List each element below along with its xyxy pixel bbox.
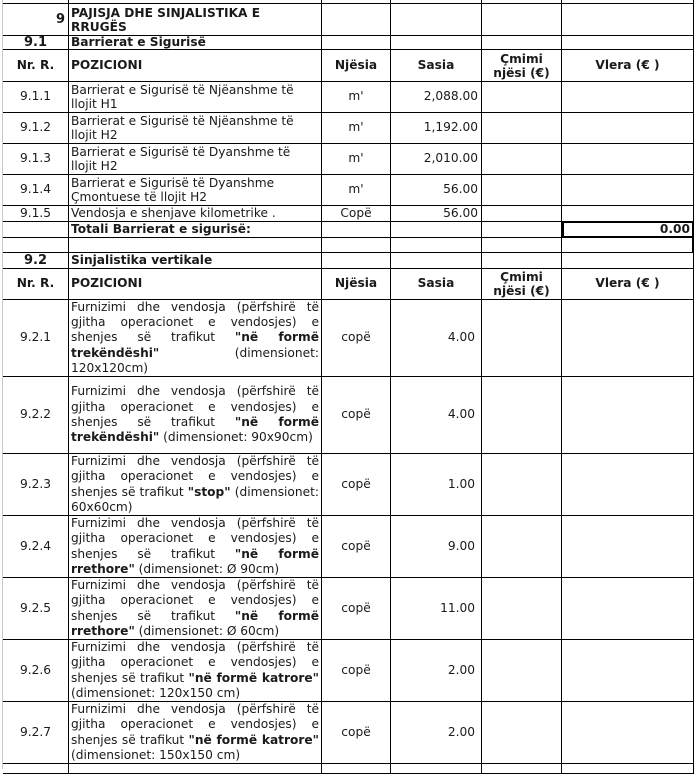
item-unit-price[interactable] xyxy=(482,640,562,702)
total-label[interactable]: Totali Barrierat e sigurisë: xyxy=(69,222,322,238)
item-number[interactable]: 9.1.5 xyxy=(3,206,69,222)
description-text: Furnizimi dhe vendosja (përfshirë të gjitha operacionet e vendosjes) e shenjes së trafikut xyxy=(71,516,319,561)
item-quantity[interactable]: 56.00 xyxy=(391,206,482,222)
item-description-text xyxy=(71,578,319,639)
item-unit-price[interactable] xyxy=(482,702,562,764)
item-unit-price[interactable] xyxy=(482,377,562,454)
item-description[interactable]: Barrierat e Sigurisë të Njëanshme të llojit H2 xyxy=(69,113,322,144)
cell[interactable] xyxy=(562,238,694,253)
cell[interactable] xyxy=(482,36,562,50)
item-unit[interactable]: m' xyxy=(322,144,391,175)
description-sign-type: "në formë rrethore" xyxy=(71,546,319,576)
section-number[interactable]: 9.1 xyxy=(3,36,69,50)
header-njesia[interactable]: Njësia xyxy=(322,50,391,82)
item-value[interactable] xyxy=(562,640,694,702)
item-quantity[interactable]: 1.00 xyxy=(391,454,482,516)
item-unit[interactable]: copë xyxy=(322,454,391,516)
cell[interactable] xyxy=(69,764,322,774)
cell[interactable] xyxy=(562,764,694,774)
item-number[interactable]: 9.2.3 xyxy=(3,454,69,516)
description-dimensions: (dimensionet: Ø 60cm) xyxy=(134,623,280,638)
item-unit-price[interactable] xyxy=(482,516,562,578)
item-quantity[interactable]: 2.00 xyxy=(391,702,482,764)
section-number[interactable]: 9.2 xyxy=(3,253,69,269)
item-quantity[interactable]: 2,088.00 xyxy=(391,82,482,113)
header-vlera[interactable]: Vlera (€ ) xyxy=(562,269,694,300)
section-title[interactable]: Sinjalistika vertikale xyxy=(69,253,322,269)
item-unit[interactable]: Copë xyxy=(322,206,391,222)
item-unit-price[interactable] xyxy=(482,175,562,206)
item-quantity[interactable]: 11.00 xyxy=(391,578,482,640)
cell[interactable] xyxy=(322,764,391,774)
item-unit[interactable]: copë xyxy=(322,640,391,702)
item-description[interactable] xyxy=(69,702,322,764)
item-unit-price[interactable] xyxy=(482,454,562,516)
description-sign-type: "stop" xyxy=(187,484,231,499)
header-njesia[interactable]: Njësia xyxy=(322,269,391,300)
header-nr[interactable]: Nr. R. xyxy=(3,50,69,82)
item-unit-price[interactable] xyxy=(482,144,562,175)
item-quantity[interactable]: 56.00 xyxy=(391,175,482,206)
cell[interactable] xyxy=(482,238,562,253)
item-value[interactable] xyxy=(562,113,694,144)
cell[interactable] xyxy=(322,253,391,269)
item-unit[interactable]: copë xyxy=(322,578,391,640)
item-unit[interactable]: copë xyxy=(322,516,391,578)
header-cmimi[interactable]: Çmimi njësi (€) xyxy=(482,50,562,82)
description-dimensions: (dimensionet: 120x150 cm) xyxy=(71,685,241,700)
description-dimensions: (dimensionet: 150x150 cm) xyxy=(71,747,241,762)
item-value[interactable] xyxy=(562,578,694,640)
item-value[interactable] xyxy=(562,300,694,377)
cell[interactable] xyxy=(322,238,391,253)
item-number[interactable]: 9.2.7 xyxy=(3,702,69,764)
cell[interactable] xyxy=(3,222,69,238)
item-number[interactable]: 9.2.6 xyxy=(3,640,69,702)
description-text: Furnizimi dhe vendosja (përfshirë të gjitha operacionet e vendosjes) e shenjes së trafikut xyxy=(71,300,319,345)
description-text: Furnizimi dhe vendosja (përfshirë të gjitha operacionet e vendosjes) e shenjes së trafikut xyxy=(71,640,319,685)
item-number[interactable]: 9.1.4 xyxy=(3,175,69,206)
item-description[interactable]: Vendosja e shenjave kilometrike . xyxy=(69,206,322,222)
section-title[interactable]: PAJISJA DHE SINJALISTIKA E RRUGËS xyxy=(69,4,322,36)
item-description[interactable] xyxy=(69,377,322,454)
cell[interactable] xyxy=(482,222,562,238)
item-value[interactable] xyxy=(562,82,694,113)
item-value[interactable] xyxy=(562,377,694,454)
item-description-text xyxy=(71,384,319,445)
cell[interactable] xyxy=(482,4,562,36)
item-value[interactable] xyxy=(562,144,694,175)
cell[interactable] xyxy=(562,4,694,36)
item-description-text xyxy=(71,454,319,515)
description-sign-type: "në formë trekëndëshi" xyxy=(71,330,319,360)
item-quantity[interactable]: 9.00 xyxy=(391,516,482,578)
item-number[interactable]: 9.2.5 xyxy=(3,578,69,640)
item-description-text xyxy=(71,702,319,763)
total-value[interactable]: 0.00 xyxy=(562,221,694,238)
item-unit[interactable]: m' xyxy=(322,175,391,206)
header-vlera[interactable]: Vlera (€ ) xyxy=(562,50,694,82)
cell[interactable] xyxy=(391,253,482,269)
item-number[interactable]: 9.2.4 xyxy=(3,516,69,578)
item-unit[interactable]: copë xyxy=(322,377,391,454)
item-description[interactable] xyxy=(69,640,322,702)
cell[interactable] xyxy=(391,764,482,774)
item-quantity[interactable]: 4.00 xyxy=(391,377,482,454)
item-description[interactable]: Barrierat e Sigurisë të Dyanshme të llojit H2 xyxy=(69,144,322,175)
header-sasia[interactable]: Sasia xyxy=(391,269,482,300)
section-number[interactable]: 9 xyxy=(3,4,69,36)
item-quantity[interactable]: 4.00 xyxy=(391,300,482,377)
section-title[interactable]: Barrierat e Sigurisë xyxy=(69,36,322,50)
item-description-text xyxy=(71,516,319,577)
item-number[interactable]: 9.1.1 xyxy=(3,82,69,113)
item-description[interactable]: Barrierat e Sigurisë të Njëanshme të llojit H1 xyxy=(69,82,322,113)
cell[interactable] xyxy=(562,36,694,50)
cell[interactable] xyxy=(322,222,391,238)
item-description[interactable] xyxy=(69,454,322,516)
cell[interactable] xyxy=(391,36,482,50)
item-quantity[interactable]: 1,192.00 xyxy=(391,113,482,144)
item-description[interactable] xyxy=(69,300,322,377)
cell[interactable] xyxy=(322,4,391,36)
item-unit[interactable]: m' xyxy=(322,82,391,113)
cell[interactable] xyxy=(482,764,562,774)
description-dimensions: (dimensionet: 120x120cm) xyxy=(71,345,319,375)
description-text: Furnizimi dhe vendosja (përfshirë të gjitha operacionet e vendosjes) e shenjes së trafikut xyxy=(71,384,319,429)
cell[interactable] xyxy=(391,238,482,253)
item-quantity[interactable]: 2,010.00 xyxy=(391,144,482,175)
item-value[interactable] xyxy=(562,175,694,206)
item-unit-price[interactable] xyxy=(482,82,562,113)
header-nr[interactable]: Nr. R. xyxy=(3,269,69,300)
item-number[interactable]: 9.2.1 xyxy=(3,300,69,377)
header-pozicioni[interactable]: POZICIONI xyxy=(69,269,322,300)
item-value[interactable] xyxy=(562,516,694,578)
cell[interactable] xyxy=(391,4,482,36)
item-unit[interactable]: copë xyxy=(322,300,391,377)
description-sign-type: "në formë katrore" xyxy=(188,670,320,685)
item-description-text xyxy=(71,640,319,701)
cell[interactable] xyxy=(3,764,69,774)
item-description[interactable]: Barrierat e Sigurisë të Dyanshme Çmontuese të llojit H2 xyxy=(69,175,322,206)
item-unit-price[interactable] xyxy=(482,300,562,377)
cell[interactable] xyxy=(391,222,482,238)
description-sign-type: "në formë rrethore" xyxy=(71,608,319,638)
item-value[interactable] xyxy=(562,454,694,516)
cell[interactable] xyxy=(3,238,69,253)
item-number[interactable]: 9.1.2 xyxy=(3,113,69,144)
cell[interactable] xyxy=(69,238,322,253)
item-number[interactable]: 9.2.2 xyxy=(3,377,69,454)
cell[interactable] xyxy=(482,253,562,269)
item-description[interactable] xyxy=(69,578,322,640)
item-unit-price[interactable] xyxy=(482,113,562,144)
item-unit-price[interactable] xyxy=(482,578,562,640)
item-value[interactable] xyxy=(562,206,694,222)
description-sign-type: "në formë katrore" xyxy=(188,732,320,747)
item-unit-price[interactable] xyxy=(482,206,562,222)
description-text: Furnizimi dhe vendosja (përfshirë të gjitha operacionet e vendosjes) e shenjes së trafikut xyxy=(71,578,319,623)
description-dimensions: (dimensionet: Ø 90cm) xyxy=(134,561,280,576)
item-value[interactable] xyxy=(562,702,694,764)
item-description[interactable] xyxy=(69,516,322,578)
description-sign-type: "në formë trekëndëshi" xyxy=(71,415,319,445)
header-sasia[interactable]: Sasia xyxy=(391,50,482,82)
description-text: Furnizimi dhe vendosja (përfshirë të gjitha operacionet e vendosjes) e shenjes së trafikut xyxy=(71,702,319,747)
description-dimensions: (dimensionet: 60x60cm) xyxy=(71,484,319,514)
item-quantity[interactable]: 2.00 xyxy=(391,640,482,702)
header-pozicioni[interactable]: POZICIONI xyxy=(69,50,322,82)
cell[interactable] xyxy=(322,36,391,50)
cell[interactable] xyxy=(562,253,694,269)
item-number[interactable]: 9.1.3 xyxy=(3,144,69,175)
item-unit[interactable]: m' xyxy=(322,113,391,144)
item-unit[interactable]: copë xyxy=(322,702,391,764)
description-dimensions: (dimensionet: 90x90cm) xyxy=(159,430,313,445)
item-description-text xyxy=(71,300,319,376)
header-cmimi[interactable]: Çmimi njësi (€) xyxy=(482,269,562,300)
description-text: Furnizimi dhe vendosja (përfshirë të gjitha operacionet e vendosjes) e shenjes së trafikut xyxy=(71,454,319,499)
